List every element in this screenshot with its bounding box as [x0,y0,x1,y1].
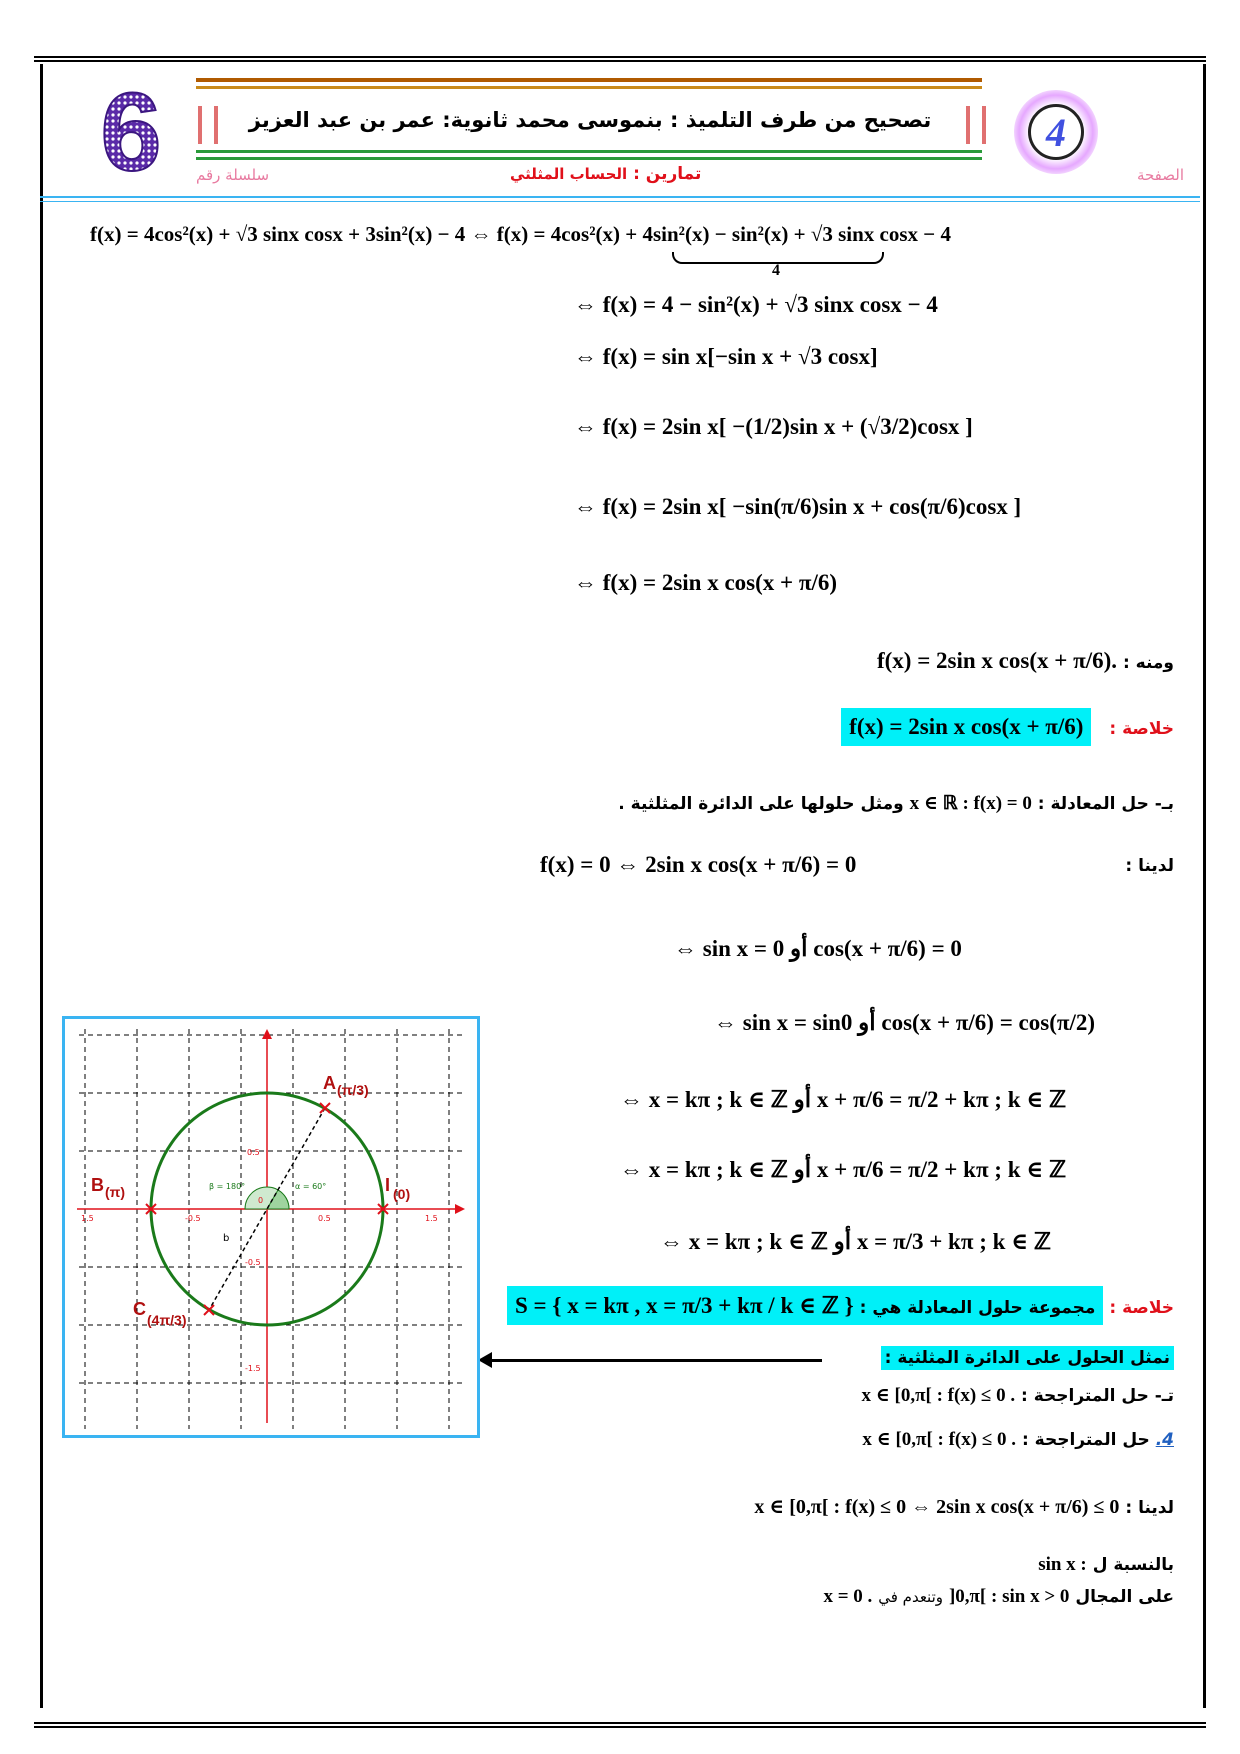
label-a-sub: (π/3) [337,1082,369,1098]
summary-1-label: خلاصة : [1109,719,1174,739]
part-c-line [861,1384,1174,1407]
header-title: تصحيح من طرف التلميذ : بنموسى محمد ثانوية: عمر بن عبد العزيز [248,108,932,132]
series-label: سلسلة رقم [196,166,270,184]
math-line-3: ⇔ f(x) = sin x[−sin x + √3 cosx] [574,344,878,369]
label-i-sub: (0) [393,1186,411,1202]
math-line-6: ⇔ f(x) = 2sin x cos(x + π/6) [574,570,838,595]
relative-label: بالنسبة ل [1092,1555,1174,1575]
part-b-label: بـ- حل المعادلة : [1037,794,1174,814]
interval-mid: وتنعدم في [878,1588,944,1606]
label-b-sub: (π) [105,1184,126,1200]
svg-text:-1.5: -1.5 [245,1364,261,1373]
part-c-label: تـ- حل المتراجحة : [1021,1386,1174,1406]
svg-text:-0.5: -0.5 [245,1258,261,1267]
math-line-4: ⇔ f(x) = 2sin x[ −(1/2)sin x + (√3/2)cosx ] [574,414,973,439]
label-a: A [323,1073,336,1093]
logo [1014,90,1098,174]
relative-line [1038,1554,1174,1576]
svg-text:1.5: 1.5 [425,1214,438,1223]
part-b-line [618,792,1174,815]
part-4-expr: x ∈ [0,π[ : f(x) ≤ 0 . [862,1429,1017,1450]
part-c-expr: x ∈ [0,π[ : f(x) ≤ 0 . [861,1385,1016,1406]
svg-text:1.5: 1.5 [81,1214,94,1223]
eq-4: ⇔ x = kπ ; k ∈ ℤ أو x + π/6 = π/2 + kπ ; k ∈ ℤ [620,1087,1067,1112]
y-axis-arrow-icon [262,1029,272,1039]
interval-line [823,1586,1174,1608]
summary-2-label: خلاصة : [1109,1298,1174,1318]
label-c: C [133,1299,146,1319]
logo-letter: 4 [1028,104,1084,160]
label-b: B [91,1175,104,1195]
part-b-tail: ومثل حلولها على الدائرة المثلثية . [618,794,904,814]
series-number-badge [86,82,176,178]
svg-text:α = 60°: α = 60° [295,1182,327,1191]
relative-expr: sin x : [1038,1554,1087,1575]
trig-circle-figure [62,1016,480,1438]
header-bar-green2 [196,157,982,160]
topic: الحساب المثلثي [510,165,628,183]
segment-label-b: b [223,1233,230,1244]
math-line-1: f(x) = 4cos²(x) + √3 sinx cosx + 3sin²(x) − 4 ⇔ f(x) = 4cos²(x) + 4sin²(x) − sin²(x) + √3 sinx cosx − 4 [90,222,952,246]
part-b-expr: x ∈ ℝ : f(x) = 0 [909,793,1032,814]
have-2-label: لدينا : [1125,1498,1174,1518]
svg-text:0.5: 0.5 [247,1148,260,1157]
summary-1-box: f(x) = 2sin x cos(x + π/6) [841,708,1091,746]
represent-text: نمثل الحلول على الدائرة المثلثية : [881,1346,1174,1370]
part-4-line [862,1428,1174,1451]
therefore-expr: f(x) = 2sin x cos(x + π/6). [876,648,1118,673]
svg-text:0.5: 0.5 [318,1214,331,1223]
summary-1 [841,708,1174,746]
summary-2-text: مجموعة حلول المعادلة هي : [859,1298,1096,1318]
therefore-label: ومنه : [1122,653,1174,673]
header-left-pillar [198,106,218,144]
eq-2: ⇔ sin x = 0 أو cos(x + π/6) = 0 [674,936,962,961]
arrow-head-icon [478,1352,492,1368]
label-c-sub: (4π/3) [147,1312,187,1328]
summary-2-expr: S = { x = kπ , x = π/3 + kπ / k ∈ ℤ } [515,1293,854,1318]
eq-1: f(x) = 0 ⇔ 2sin x cos(x + π/6) = 0 [540,852,857,877]
svg-text:0: 0 [258,1196,264,1205]
eq-5: ⇔ x = kπ ; k ∈ ℤ أو x + π/6 = π/2 + kπ ; k ∈ ℤ [620,1157,1067,1182]
svg-text:-0.5: -0.5 [185,1214,201,1223]
underbrace-value: 4 [772,262,780,279]
svg-text:β = 180°: β = 180° [209,1182,246,1191]
label-i: I [385,1175,391,1195]
part-4-number: 4. [1155,1430,1174,1450]
header-bar-top [196,78,982,82]
interval-expr: ]0,π[ : sin x > 0 [948,1586,1070,1607]
summary-2-box [507,1286,1103,1325]
topic-prefix: تمارين : [633,164,702,184]
header-bar-top2 [196,86,982,89]
have-2-expr: x ∈ [0,π[ : f(x) ≤ 0 ⇔ 2sin x cos(x + π/6) ≤ 0 [754,1496,1120,1518]
trig-circle-svg [65,1019,477,1435]
have-2-line [754,1494,1174,1519]
arrow-line [488,1359,822,1362]
topic-line [510,164,701,184]
header-divider [40,196,1200,198]
math-line-5: ⇔ f(x) = 2sin x[ −sin(π/6)sin x + cos(π/6)cosx ] [574,494,1022,519]
part-4-label: حل المتراجحة : [1021,1430,1150,1450]
interval-label: على المجال [1075,1587,1174,1607]
math-line-2: ⇔ f(x) = 4 − sin²(x) + √3 sinx cosx − 4 [574,292,938,317]
eq-6: ⇔ x = kπ ; k ∈ ℤ أو x = π/3 + kπ ; k ∈ ℤ [660,1229,1052,1254]
eq-3: ⇔ sin x = sin0 أو cos(x + π/6) = cos(π/2) [714,1010,1096,1035]
header-divider2 [40,201,1200,202]
x-axis-arrow-icon [455,1204,465,1214]
summary-2 [507,1286,1174,1325]
big-number: 6 [100,82,162,178]
grid [79,1029,465,1429]
header-bar-green [196,150,982,153]
have-label: لدينا : [1125,856,1174,876]
interval-end: x = 0 . [823,1586,873,1607]
therefore-line [877,648,1174,674]
page-label: الصفحة [1136,166,1184,184]
header-right-pillar [966,106,986,144]
